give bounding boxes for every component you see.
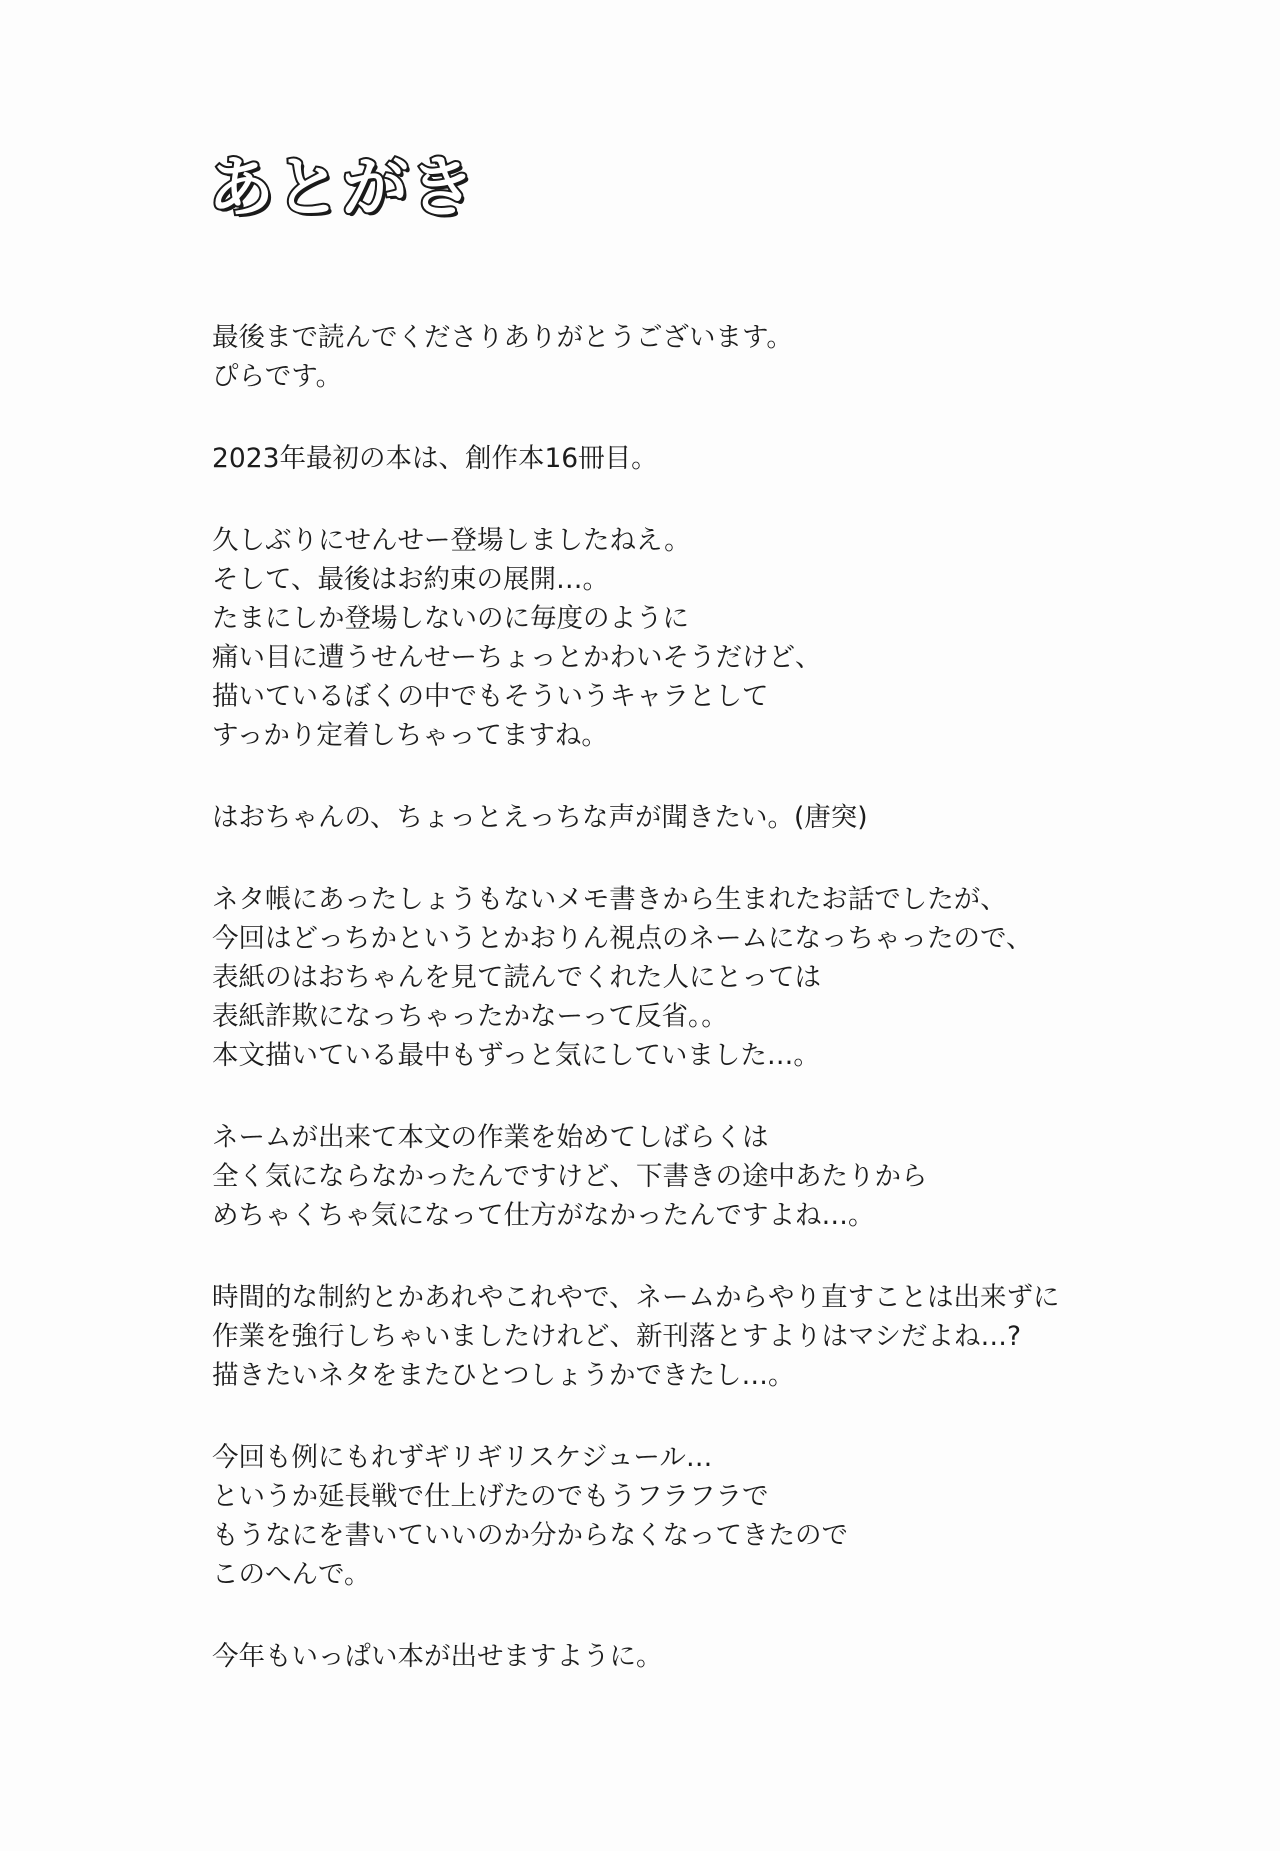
text-line: すっかり定着しちゃってますね。	[212, 720, 608, 751]
afterword-body	[212, 318, 1242, 1719]
text-line: 表紙詐欺になっちゃったかなーって反省。。	[212, 1001, 728, 1032]
text-line: 久しぶりにせんせー登場しましたねえ。	[212, 525, 691, 556]
text-line: 本文描いている最中もずっと気にしていました…。	[212, 1040, 820, 1071]
text-line: 作業を強行しちゃいましたけれど、新刊落とすよりはマシだよね…?	[212, 1321, 1022, 1352]
paragraph-7	[212, 1278, 1242, 1395]
text-line: たまにしか登場しないのに毎度のように	[212, 603, 689, 634]
paragraph-2	[212, 439, 1242, 478]
text-line: 2023年最初の本は、創作本16冊目。	[212, 443, 658, 474]
text-line: そして、最後はお約束の展開…。	[212, 564, 609, 595]
text-line: 描きたいネタをまたひとつしょうかできたし…。	[212, 1360, 795, 1391]
page-title: あとがき	[208, 149, 476, 226]
paragraph-5	[212, 880, 1242, 1075]
text-line: 今回はどっちかというとかおりん視点のネームになっちゃったので、	[212, 923, 1033, 954]
text-line: 最後まで読んでくださりありがとうございます。	[212, 322, 793, 353]
text-line: というか延長戦で仕上げたのでもうフラフラで	[212, 1481, 769, 1512]
paragraph-8	[212, 1438, 1242, 1594]
text-line: ぴらです。	[212, 361, 343, 392]
text-line: 時間的な制約とかあれやこれやで、ネームからやり直すことは出来ずに	[212, 1282, 1060, 1313]
text-line: 描いているぼくの中でもそういうキャラとして	[212, 681, 769, 712]
paragraph-1	[212, 318, 1242, 396]
paragraph-3	[212, 521, 1242, 755]
text-line: ネタ帳にあったしょうもないメモ書きから生まれたお話でしたが、	[212, 884, 1007, 915]
text-line: このへんで。	[212, 1559, 371, 1590]
text-line: めちゃくちゃ気になって仕方がなかったんですよね…。	[212, 1200, 875, 1231]
text-line: ネームが出来て本文の作業を始めてしばらくは	[212, 1122, 769, 1153]
text-line: 表紙のはおちゃんを見て読んでくれた人にとっては	[212, 962, 821, 993]
text-line: 今年もいっぱい本が出せますように。	[212, 1641, 663, 1672]
paragraph-6	[212, 1118, 1242, 1235]
text-line: 今回も例にもれずギリギリスケジュール…	[212, 1442, 713, 1473]
text-line: 痛い目に遭うせんせーちょっとかわいそうだけど、	[212, 642, 822, 673]
text-line: 全く気にならなかったんですけど、下書きの途中あたりから	[212, 1161, 928, 1192]
paragraph-4	[212, 798, 1242, 837]
text-line: もうなにを書いていいのか分からなくなってきたので	[212, 1520, 848, 1551]
text-line: はおちゃんの、ちょっとえっちな声が聞きたい。(唐突)	[212, 802, 868, 833]
paragraph-9	[212, 1637, 1242, 1676]
